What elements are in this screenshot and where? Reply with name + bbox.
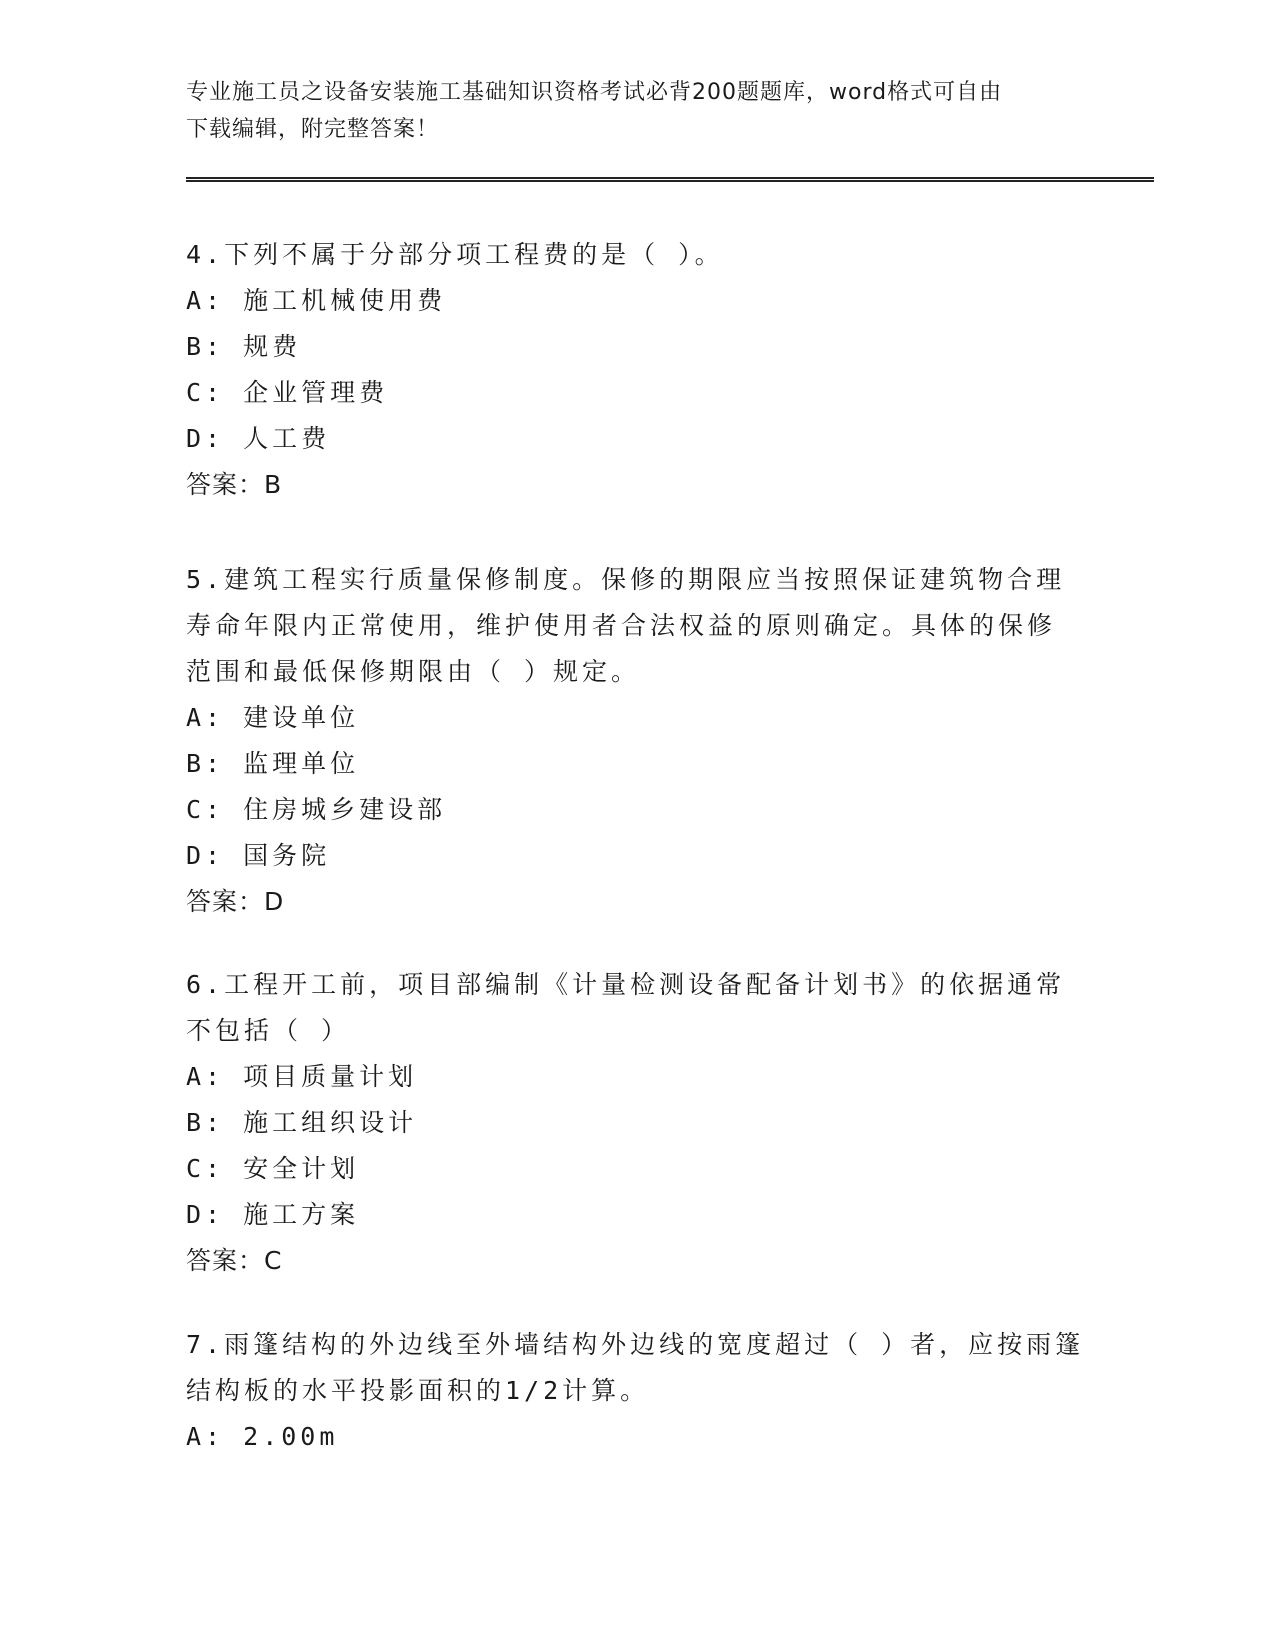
question-text: 寿命年限内正常使用，维护使用者合法权益的原则确定。具体的保修 <box>186 611 1057 640</box>
question-4 <box>186 232 1086 508</box>
option-a: A: 项目质量计划 <box>186 1062 418 1091</box>
question-6 <box>186 962 1086 1284</box>
option-d: D: 国务院 <box>186 841 331 870</box>
header-divider <box>186 177 1154 182</box>
option-d: D: 人工费 <box>186 424 331 453</box>
document-header <box>186 74 1066 148</box>
option-a: A: 建设单位 <box>186 703 360 732</box>
answer: 答案：D <box>186 887 285 916</box>
option-c: C: 企业管理费 <box>186 378 389 407</box>
question-text: 结构板的水平投影面积的1/2计算。 <box>186 1376 650 1405</box>
option-b: B: 施工组织设计 <box>186 1108 418 1137</box>
answer: 答案：B <box>186 470 283 499</box>
question-7 <box>186 1322 1086 1460</box>
question-text: 范围和最低保修期限由（ ）规定。 <box>186 657 641 686</box>
option-b: B: 监理单位 <box>186 749 360 778</box>
header-line-1: 专业施工员之设备安装施工基础知识资格考试必背200题题库，word格式可自由 <box>186 80 1003 105</box>
option-a: A: 2.00m <box>186 1422 339 1451</box>
question-5 <box>186 557 1086 925</box>
option-b: B: 规费 <box>186 332 302 361</box>
question-text: 4.下列不属于分部分项工程费的是（ ）。 <box>186 240 724 269</box>
header-line-2: 下载编辑，附完整答案！ <box>186 117 440 142</box>
option-d: D: 施工方案 <box>186 1200 360 1229</box>
option-a: A: 施工机械使用费 <box>186 286 447 315</box>
question-text: 6.工程开工前，项目部编制《计量检测设备配备计划书》的依据通常 <box>186 970 1066 999</box>
question-text: 5.建筑工程实行质量保修制度。保修的期限应当按照保证建筑物合理 <box>186 565 1066 594</box>
answer: 答案：C <box>186 1246 283 1275</box>
question-text: 7.雨篷结构的外边线至外墙结构外边线的宽度超过（ ）者，应按雨篷 <box>186 1330 1085 1359</box>
question-text: 不包括（ ） <box>186 1016 351 1045</box>
option-c: C: 住房城乡建设部 <box>186 795 447 824</box>
option-c: C: 安全计划 <box>186 1154 360 1183</box>
